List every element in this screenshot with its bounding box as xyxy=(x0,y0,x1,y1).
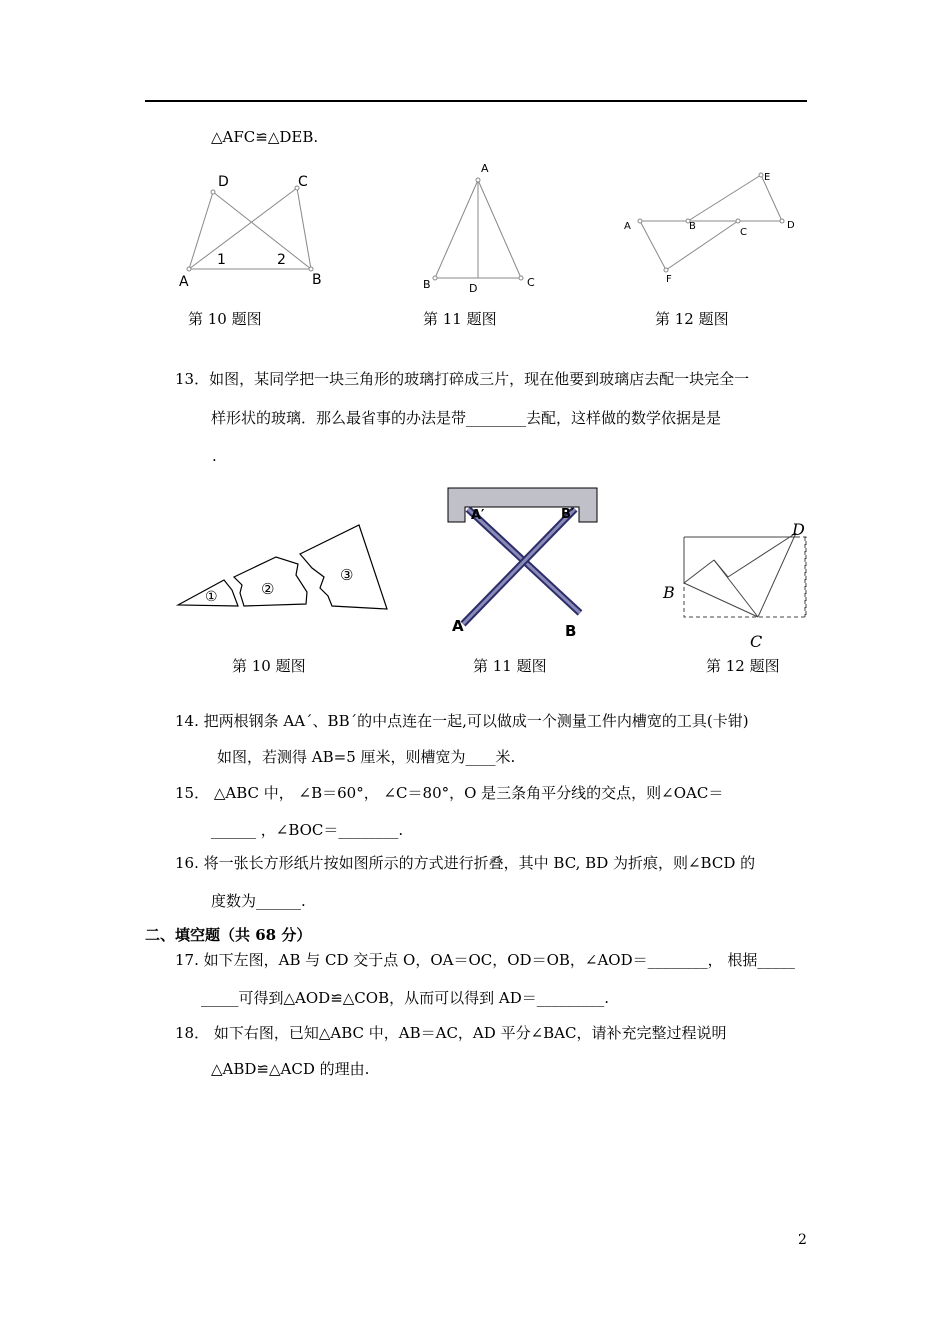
q15-line1: 15． △ABC 中， ∠B＝60°， ∠C＝80°，O 是三条角平分线的交点，则∠OAC＝ xyxy=(175,784,724,802)
label-A: A xyxy=(624,221,631,232)
label-C: C xyxy=(527,276,535,289)
top-congruence-line: △AFC≌△DEB. xyxy=(211,128,319,146)
row1-caption-10: 第 10 题图 xyxy=(188,310,262,328)
label-D: D xyxy=(787,220,795,231)
figure-q10-triangles xyxy=(175,168,335,293)
header-rule xyxy=(145,100,807,102)
label-A: A xyxy=(481,162,489,175)
q13-line3: . xyxy=(212,447,217,465)
label-A: A xyxy=(452,617,464,635)
figure-caliper xyxy=(440,485,605,645)
figure-folded-paper xyxy=(655,515,815,655)
row2-caption-10: 第 10 题图 xyxy=(232,657,306,675)
q13-line1: 13．如图，某同学把一块三角形的玻璃打碎成三片，现在他要到玻璃店去配一块完全一 xyxy=(175,370,750,388)
piece-3-label: ③ xyxy=(340,566,354,584)
label-B: B xyxy=(312,272,322,288)
label-B-prime: B′ xyxy=(561,507,575,522)
label-B: B xyxy=(423,278,431,291)
figure-q12-parallel-triangles xyxy=(620,165,805,283)
q18-line2: △ABD≌△ACD 的理由. xyxy=(211,1060,370,1078)
label-B: B xyxy=(565,622,577,640)
q17-line1: 17. 如下左图，AB 与 CD 交于点 O，OA＝OC，OD＝OB，∠AOD＝________， 根据_____ xyxy=(175,951,795,969)
q15-line2: ______ ，∠BOC＝________. xyxy=(211,821,404,839)
label-C: C xyxy=(298,174,308,190)
row2-caption-11: 第 11 题图 xyxy=(473,657,547,675)
label-B: B xyxy=(663,583,675,602)
row1-caption-12: 第 12 题图 xyxy=(655,310,729,328)
label-D: D xyxy=(218,174,229,190)
row2-caption-12: 第 12 题图 xyxy=(706,657,780,675)
q16-line2: 度数为______. xyxy=(211,892,306,910)
figure-q11-triangle xyxy=(420,160,545,295)
q16-line1: 16. 将一张长方形纸片按如图所示的方式进行折叠，其中 BC, BD 为折痕，则∠BCD 的 xyxy=(175,854,756,872)
q13-line2: 样形状的玻璃．那么最省事的办法是带________去配，这样做的数学依据是是 xyxy=(211,409,722,427)
section-heading: 二、填空题（共 68 分） xyxy=(145,926,312,944)
label-C: C xyxy=(750,632,763,651)
figure-broken-glass xyxy=(172,520,397,620)
page-number: 2 xyxy=(798,1232,807,1248)
piece-1-label: ① xyxy=(205,589,218,605)
label-F: F xyxy=(666,274,672,285)
q17-line2: _____可得到△AOD≌△COB，从而可以得到 AD＝_________. xyxy=(201,989,609,1007)
label-D: D xyxy=(792,520,805,539)
q18-line1: 18． 如下右图，已知△ABC 中，AB＝AC，AD 平分∠BAC，请补充完整过程说明 xyxy=(175,1024,727,1042)
q14-line2: 如图，若测得 AB=5 厘米，则槽宽为____米. xyxy=(217,748,516,766)
angle-1-label: 1 xyxy=(217,252,226,268)
label-A: A xyxy=(179,274,189,290)
label-E: E xyxy=(764,172,771,183)
label-D: D xyxy=(469,282,478,295)
label-C: C xyxy=(740,227,747,238)
label-B: B xyxy=(689,221,696,232)
q14-line1: 14. 把两根钢条 AA´、BB´的中点连在一起,可以做成一个测量工件内槽宽的工具(卡钳) xyxy=(175,712,749,730)
row1-caption-11: 第 11 题图 xyxy=(423,310,497,328)
piece-2-label: ② xyxy=(261,580,275,598)
label-A-prime: A′ xyxy=(471,508,485,523)
angle-2-label: 2 xyxy=(277,252,286,268)
